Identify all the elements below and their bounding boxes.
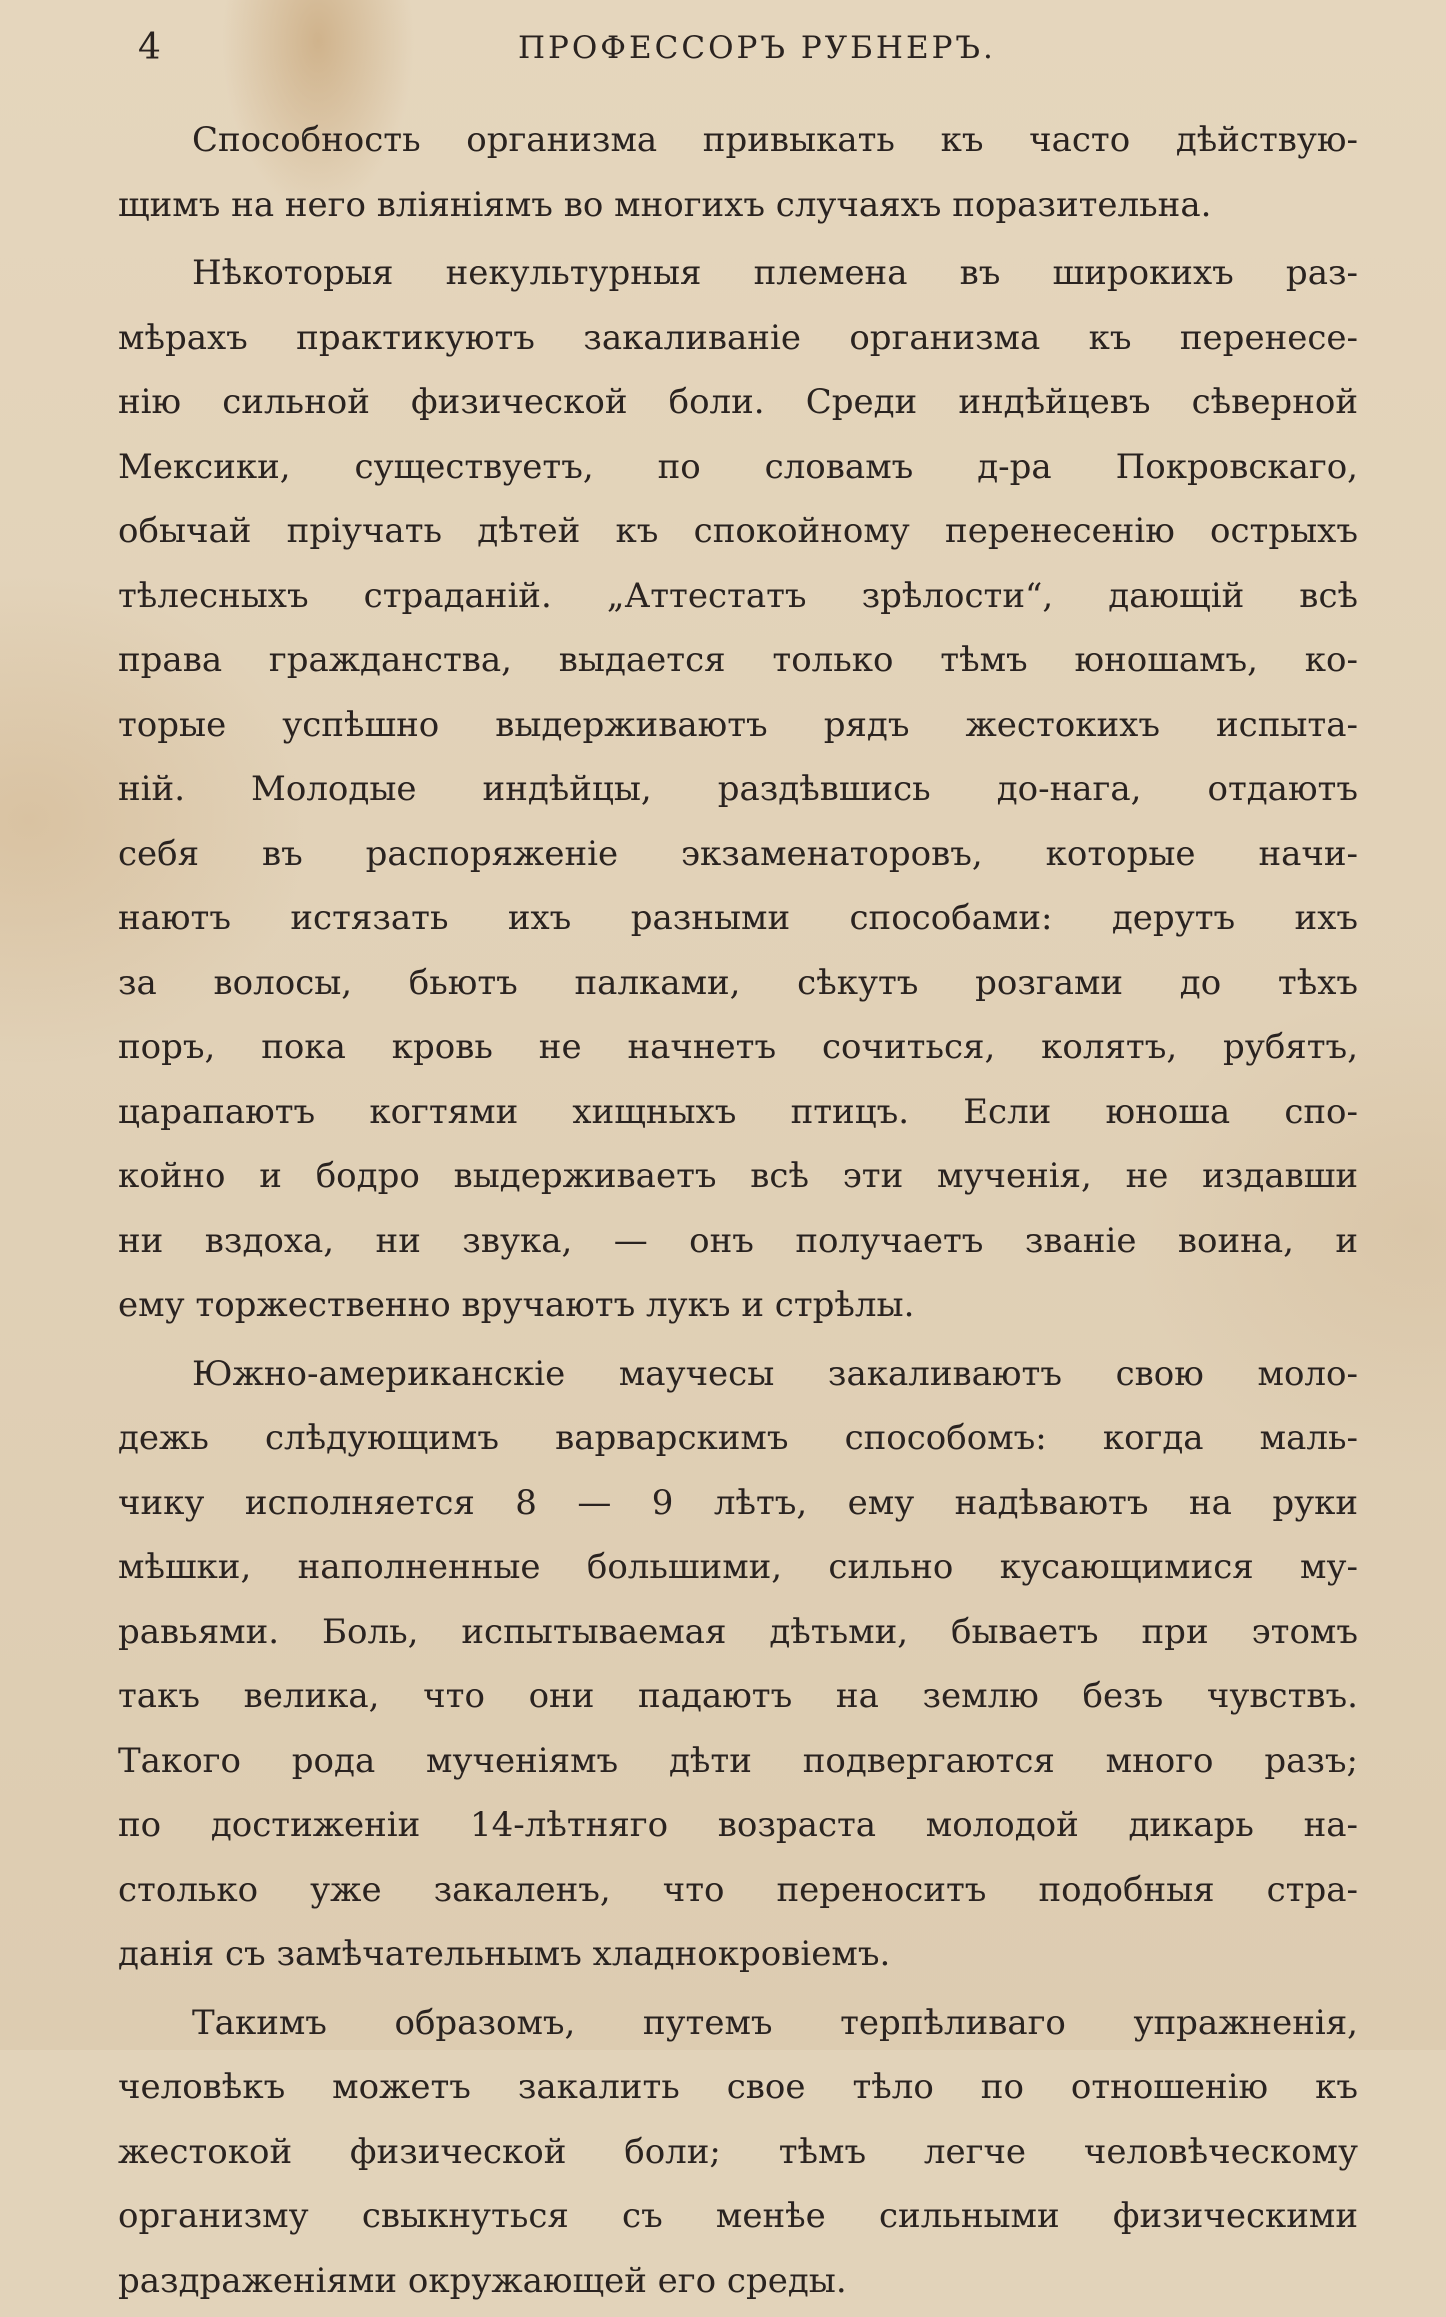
paragraph-2	[118, 241, 1358, 1338]
text-line: по достиженіи 14-лѣтняго возраста молодой дикарь на-	[118, 1805, 1358, 1845]
text-line: равьями. Боль, испытываемая дѣтьми, бываетъ при этомъ	[118, 1611, 1358, 1652]
text-line: чику исполняется 8 — 9 лѣтъ, ему надѣваютъ на руки	[118, 1482, 1358, 1523]
text-line: царапаютъ когтями хищныхъ птицъ. Если юноша спо-	[118, 1091, 1358, 1132]
text-line: тѣлесныхъ страданій. „Аттестатъ зрѣлости“, дающій всѣ	[118, 575, 1358, 616]
text-line: дежь слѣдующимъ варварскимъ способомъ: когда маль-	[118, 1418, 1358, 1458]
text-line: торые успѣшно выдерживаютъ рядъ жестокихъ испыта-	[118, 704, 1358, 745]
text-line: мѣрахъ практикуютъ закаливаніе организма къ перенесе-	[118, 317, 1358, 358]
text-line: права гражданства, выдается только тѣмъ юношамъ, ко-	[118, 640, 1358, 680]
text-line: нію сильной физической боли. Среди индѣйцевъ сѣверной	[118, 382, 1358, 422]
text-line: Способность организма привыкать къ часто дѣйствую-	[192, 120, 1358, 160]
text-line: столько уже закаленъ, что переноситъ подобныя стра-	[118, 1869, 1358, 1910]
page-number: 4	[138, 27, 161, 68]
text-line: ній. Молодые индѣйцы, раздѣвшись до-нага, отдаютъ	[118, 769, 1358, 809]
text-line: наютъ истязать ихъ разными способами: дерутъ ихъ	[118, 898, 1358, 938]
text-line: данія съ замѣчательнымъ хладнокровіемъ.	[118, 1934, 891, 1974]
text-line: Мексики, существуетъ, по словамъ д-ра Покровскаго,	[118, 446, 1358, 487]
text-line: человѣкъ можетъ закалить свое тѣло по отношенію къ	[118, 2067, 1358, 2107]
text-line: поръ, пока кровь не начнетъ сочиться, колятъ, рубятъ,	[118, 1027, 1358, 1067]
text-line: жестокой физической боли; тѣмъ легче человѣческому	[118, 2131, 1358, 2172]
paragraph-3	[118, 1342, 1358, 1987]
text-line: раздраженіями окружающей его среды.	[118, 2260, 847, 2301]
text-line: ни вздоха, ни звука, — онъ получаетъ званіе воина, и	[118, 1220, 1358, 1261]
text-line: себя въ распоряженіе экзаменаторовъ, которые начи-	[118, 833, 1358, 874]
text-line: организму свыкнуться съ менѣе сильными физическими	[118, 2196, 1358, 2236]
text-line: за волосы, бьютъ палками, сѣкутъ розгами до тѣхъ	[118, 962, 1358, 1003]
text-line: обычай пріучать дѣтей къ спокойному перенесенію острыхъ	[118, 511, 1358, 551]
text-line: ему торжественно вручаютъ лукъ и стрѣлы.	[118, 1285, 915, 1325]
text-line: Южно-американскіе маучесы закаливаютъ свою моло-	[192, 1353, 1358, 1394]
text-line: такъ велика, что они падаютъ на землю безъ чувствъ.	[118, 1676, 1358, 1716]
text-line: Такого рода мученіямъ дѣти подвергаются много разъ;	[118, 1740, 1358, 1781]
text-line: Такимъ образомъ, путемъ терпѣливаго упражненія,	[192, 2002, 1358, 2043]
text-line: Нѣкоторыя некультурныя племена въ широкихъ раз-	[192, 253, 1358, 293]
paragraph-4	[118, 1991, 1358, 2314]
text-line: щимъ на него вліяніямъ во многихъ случаяхъ поразительна.	[118, 184, 1212, 225]
text-line: койно и бодро выдерживаетъ всѣ эти мученія, не издавши	[118, 1156, 1358, 1196]
paragraph-1	[118, 108, 1358, 237]
running-title: ПРОФЕССОРЪ РУБНЕРЪ.	[518, 30, 996, 66]
page-header	[138, 22, 1358, 74]
text-line: мѣшки, наполненные большими, сильно кусающимися му-	[118, 1547, 1358, 1587]
body-text	[118, 108, 1358, 2317]
